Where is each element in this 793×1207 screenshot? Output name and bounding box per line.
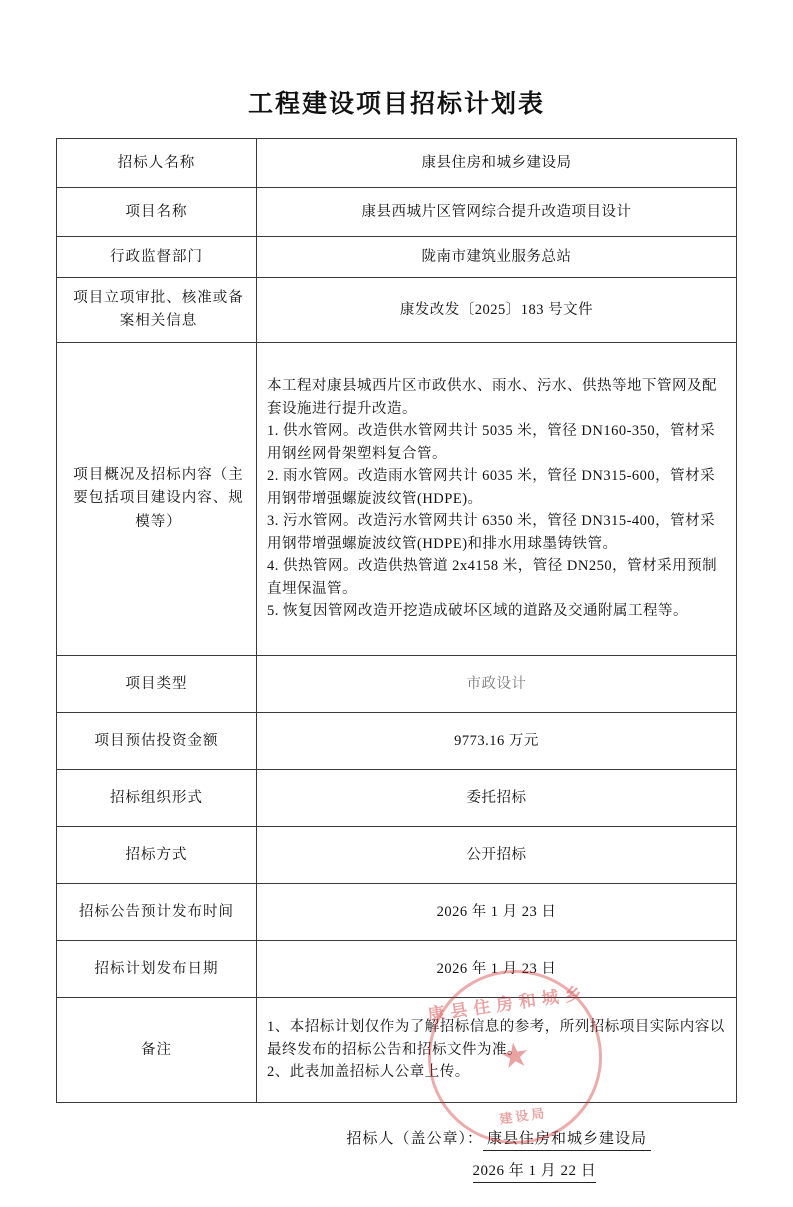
remark-paragraph: 2、此表加盖招标人公章上传。 [267, 1064, 470, 1081]
table-row [57, 656, 737, 713]
row-label-project-type: 项目类型 [57, 656, 257, 713]
row-label-bidding-method: 招标方式 [57, 827, 257, 884]
row-label-estimated-investment: 项目预估投资金额 [57, 713, 257, 770]
table-row [57, 884, 737, 941]
overview-paragraph: 3. 污水管网。改造污水管网共计 6350 米，管径 DN315-400，管材采用钢带增强螺旋波纹管(HDPE)和排水用球墨铸铁管。 [267, 513, 716, 552]
table-row [57, 278, 737, 343]
row-label-remark: 备注 [57, 998, 257, 1103]
seal-star-icon: ★ [497, 1036, 533, 1077]
row-value-project-overview [257, 343, 737, 656]
row-label-announcement-date: 招标公告预计发布时间 [57, 884, 257, 941]
row-value-project-type: 市政设计 [257, 656, 737, 713]
remark-paragraph: 1、本招标计划仅作为了解招标信息的参考，所列招标项目实际内容以最终发布的招标公告和招标文件为准。 [267, 1019, 725, 1058]
row-label-approval-info: 项目立项审批、核准或备案相关信息 [57, 278, 257, 343]
table-row [57, 827, 737, 884]
row-value-estimated-investment: 9773.16 万元 [257, 713, 737, 770]
table-row [57, 188, 737, 237]
row-label-plan-publish-date: 招标计划发布日期 [57, 941, 257, 998]
row-label-project-overview: 项目概况及招标内容（主要包括项目建设内容、规模等） [57, 343, 257, 656]
seal-bottom-text: 建设局 [498, 1105, 549, 1127]
overview-paragraph: 5. 恢复因管网改造开挖造成破坏区域的道路及交通附属工程等。 [267, 603, 688, 620]
row-value-organization-form: 委托招标 [257, 770, 737, 827]
row-value-remark [257, 998, 737, 1103]
table-row [57, 237, 737, 278]
table-row [57, 139, 737, 188]
table-row [57, 713, 737, 770]
bid-plan-table [56, 138, 737, 1103]
row-value-plan-publish-date: 2026 年 1 月 23 日 [257, 941, 737, 998]
signature-date: 2026 年 1 月 22 日 [473, 1159, 597, 1183]
row-value-supervision-dept: 陇南市建筑业服务总站 [257, 237, 737, 278]
document-page [0, 84, 793, 1205]
table-row [57, 941, 737, 998]
signature-label: 招标人（盖公章）： [346, 1131, 484, 1147]
overview-paragraph: 1. 供水管网。改造供水管网共计 5035 米，管径 DN160-350，管材采用钢丝网骨架塑料复合管。 [267, 423, 716, 462]
row-label-project-name: 项目名称 [57, 188, 257, 237]
table-row [57, 770, 737, 827]
row-value-bidder-name: 康县住房和城乡建设局 [257, 139, 737, 188]
page-title: 工程建设项目招标计划表 [247, 91, 545, 118]
row-label-supervision-dept: 行政监督部门 [57, 237, 257, 278]
row-value-bidding-method: 公开招标 [257, 827, 737, 884]
table-row [57, 343, 737, 656]
overview-paragraph: 本工程对康县城西片区市政供水、雨水、污水、供热等地下管网及配套设施进行提升改造。 [267, 378, 717, 417]
row-label-bidder-name: 招标人名称 [57, 139, 257, 188]
overview-paragraph: 4. 供热管网。改造供热管道 2x4158 米，管径 DN250，管材采用预制直埋保温管。 [267, 558, 718, 597]
table-row [57, 998, 737, 1103]
row-label-organization-form: 招标组织形式 [57, 770, 257, 827]
seal-top-text: 康县住房和城乡 [426, 983, 589, 1025]
signature-name: 康县住房和城乡建设局 [483, 1127, 651, 1151]
row-value-approval-info: 康发改发〔2025〕183 号文件 [257, 278, 737, 343]
row-value-announcement-date: 2026 年 1 月 23 日 [257, 884, 737, 941]
row-value-project-name: 康县西城片区管网综合提升改造项目设计 [257, 188, 737, 237]
signature-area [57, 1117, 737, 1207]
signature-line [347, 1127, 652, 1151]
overview-paragraph: 2. 雨水管网。改造雨水管网共计 6035 米，管径 DN315-600，管材采用钢带增强螺旋波纹管(HDPE)。 [267, 468, 716, 507]
